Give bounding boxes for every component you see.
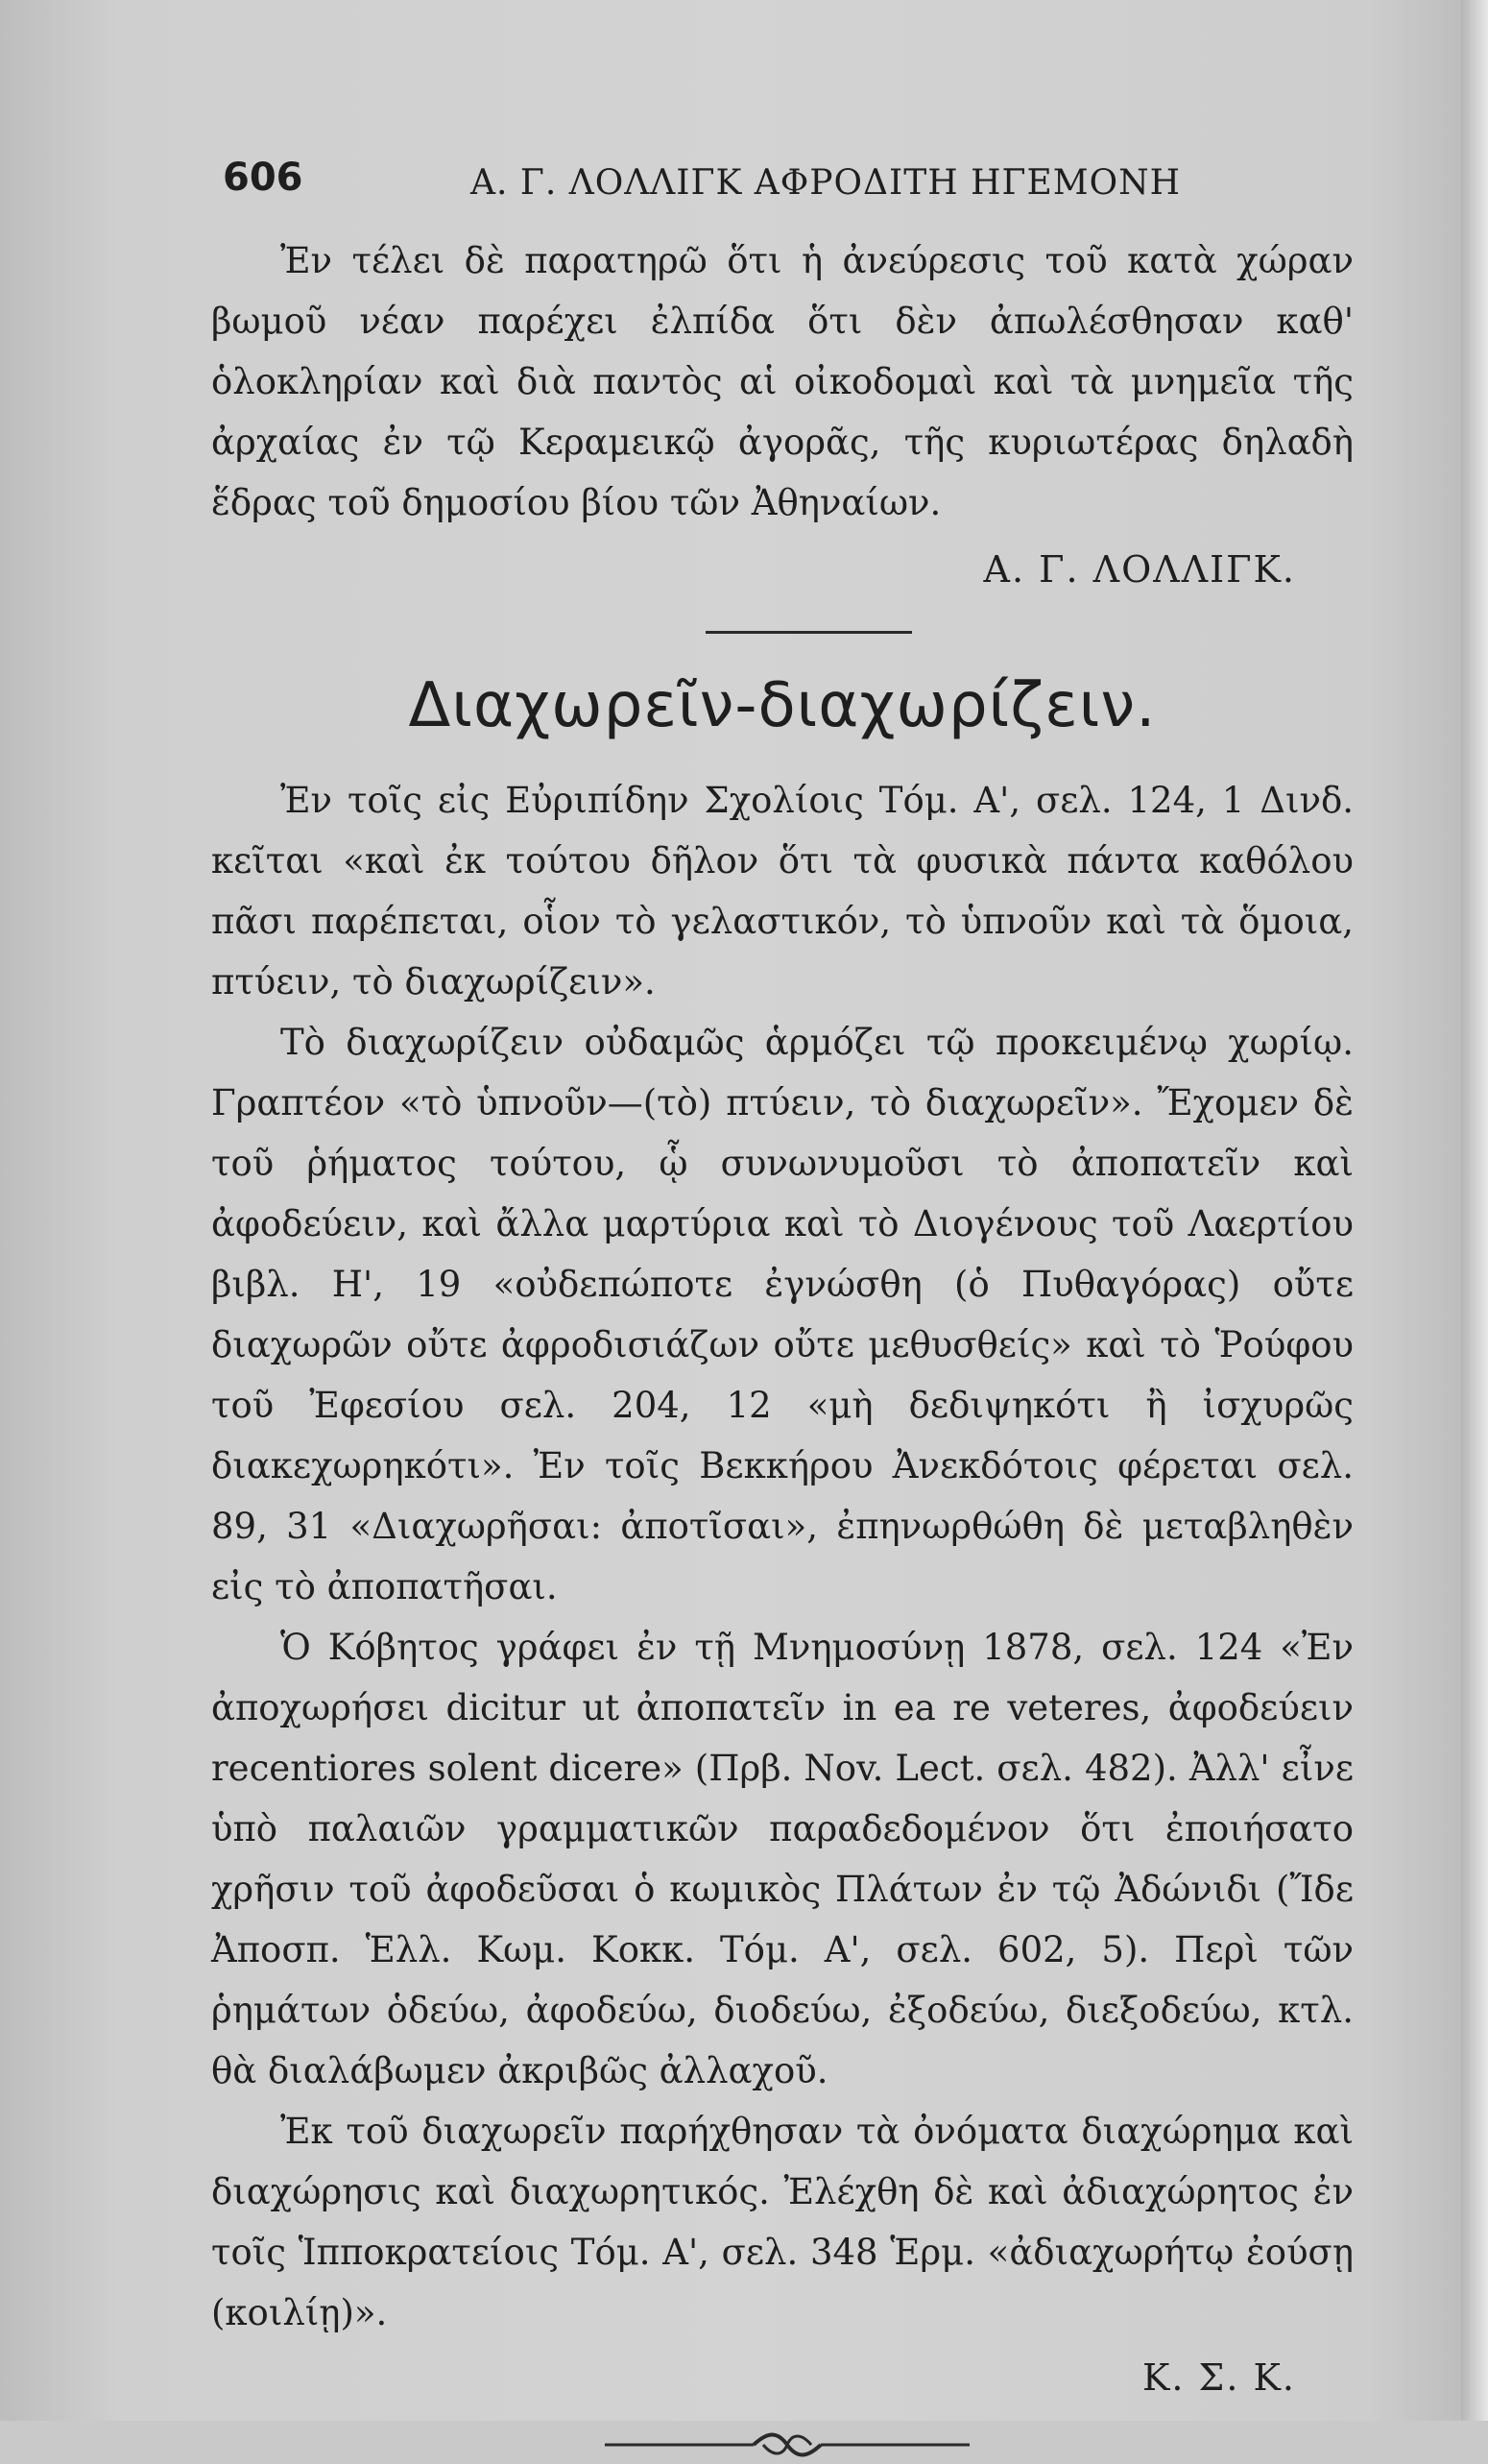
article-signature: Α. Γ. ΛΟΛΛΙΓΚ. xyxy=(983,548,1296,591)
article-closing-paragraph: Ἐν τέλει δὲ παρατηρῶ ὅτι ἡ ἀνεύρεσις τοῦ κατὰ χώραν βωμοῦ νέαν παρέχει ἐλπίδα ὅτι δὲν ἀπωλέσθησαν καθ' ὁλοκληρίαν καὶ διὰ παντὸς αἱ οἰκοδομαὶ καὶ τὰ μνημεῖα τῆς ἀρχαίας ἐν τῷ Κεραμεικῷ ἀγορᾶς, τῆς κυριωτέρας δηλαδὴ ἕδρας τοῦ δημοσίου βίου τῶν Ἀθηναίων. xyxy=(211,240,1354,523)
article-signature-2: Κ. Σ. Κ. xyxy=(1141,2356,1296,2399)
article-paragraph-1: Ἐν τοῖς εἰς Εὐριπίδην Σχολίοις Τόμ. Α', σελ. 124, 1 Δινδ. κεῖται «καὶ ἐκ τούτου δῆλον ὅτι τὰ φυσικὰ πάντα καθόλου πᾶσι παρέπεται, οἷον τὸ γελαστικόν, τὸ ὑπνοῦν καὶ τὰ ὅμοια, πτύειν, τὸ διαχωρίζειν». xyxy=(211,780,1354,1003)
running-head: Α. Γ. ΛΟΛΛΙΓΚ ΑΦΡΟΔΙΤΗ ΗΓΕΜΟΝΗ xyxy=(470,163,1182,203)
page-number: 606 xyxy=(223,156,303,200)
article-paragraph-3: Ὁ Κόβητος γράφει ἐν τῇ Μνημοσύνῃ 1878, σελ. 124 «Ἐν ἀποχωρήσει dicitur ut ἀποπατεῖν in ea re veteres, ἀφοδεύειν recentiores solent dicere» (Πρβ. Nov. Lect. σελ. 482). Ἀλλ' εἶνε ὑπὸ παλαιῶν γραμματικῶν παραδεδομένον ὅτι ἐποιήσατο χρῆσιν τοῦ ἀφοδεῦσαι ὁ κωμικὸς Πλάτων ἐν τῷ Ἀδώνιδι (Ἴδε Ἀποσπ. Ἑλλ. Κωμ. Κοκκ. Τόμ. Α', σελ. 602, 5). Περὶ τῶν ῥημάτων ὁδεύω, ἀφοδεύω, διοδεύω, ἐξοδεύω, διεξοδεύω, κτλ. θὰ διαλάβωμεν ἀκριβῶς ἀλλαχοῦ. xyxy=(211,1627,1354,2091)
article-paragraph-2: Τὸ διαχωρίζειν οὐδαμῶς ἁρμόζει τῷ προκειμένῳ χωρίῳ. Γραπτέον «τὸ ὑπνοῦν—(τὸ) πτύειν, τὸ διαχωρεῖν». Ἔχομεν δὲ τοῦ ῥήματος τούτου, ᾧ συνωνυμοῦσι τὸ ἀποπατεῖν καὶ ἀφοδεύειν, καὶ ἄλλα μαρτύρια καὶ τὸ Διογένους τοῦ Λαερτίου βιβλ. Η', 19 «οὐδεπώποτε ἐγνώσθη (ὁ Πυθαγόρας) οὔτε διαχωρῶν οὔτε ἀφροδισιάζων οὔτε μεθυσθείς» καὶ τὸ Ῥούφου τοῦ Ἐφεσίου σελ. 204, 12 «μὴ δεδιψηκότι ἢ ἰσχυρῶς διακεχωρηκότι». Ἐν τοῖς Βεκκήρου Ἀνεκδότοις φέρεται σελ. 89, 31 «Διαχωρῆσαι: ἀποτῖσαι», ἐπηνωρθώθη δὲ μεταβληθὲν εἰς τὸ ἀποπατῆσαι. xyxy=(211,1022,1354,1607)
page-header xyxy=(211,144,1354,221)
article-title: Διαχωρεῖν-διαχωρίζειν. xyxy=(408,670,1157,741)
ornament-icon xyxy=(595,2428,979,2460)
page-content xyxy=(211,144,1354,2464)
section-divider xyxy=(706,631,912,634)
article-paragraph-4: Ἐκ τοῦ διαχωρεῖν παρήχθησαν τὰ ὀνόματα διαχώρημα καὶ διαχώρησις καὶ διαχωρητικός. Ἐλέχθη δὲ καὶ ἀδιαχώρητος ἐν τοῖς Ἱπποκρατείοις Τόμ. Α', σελ. 348 Ἑρμ. «ἀδιαχωρήτῳ ἐούσῃ (κοιλίῃ)». xyxy=(211,2111,1354,2333)
page-edge xyxy=(1461,0,1488,2421)
